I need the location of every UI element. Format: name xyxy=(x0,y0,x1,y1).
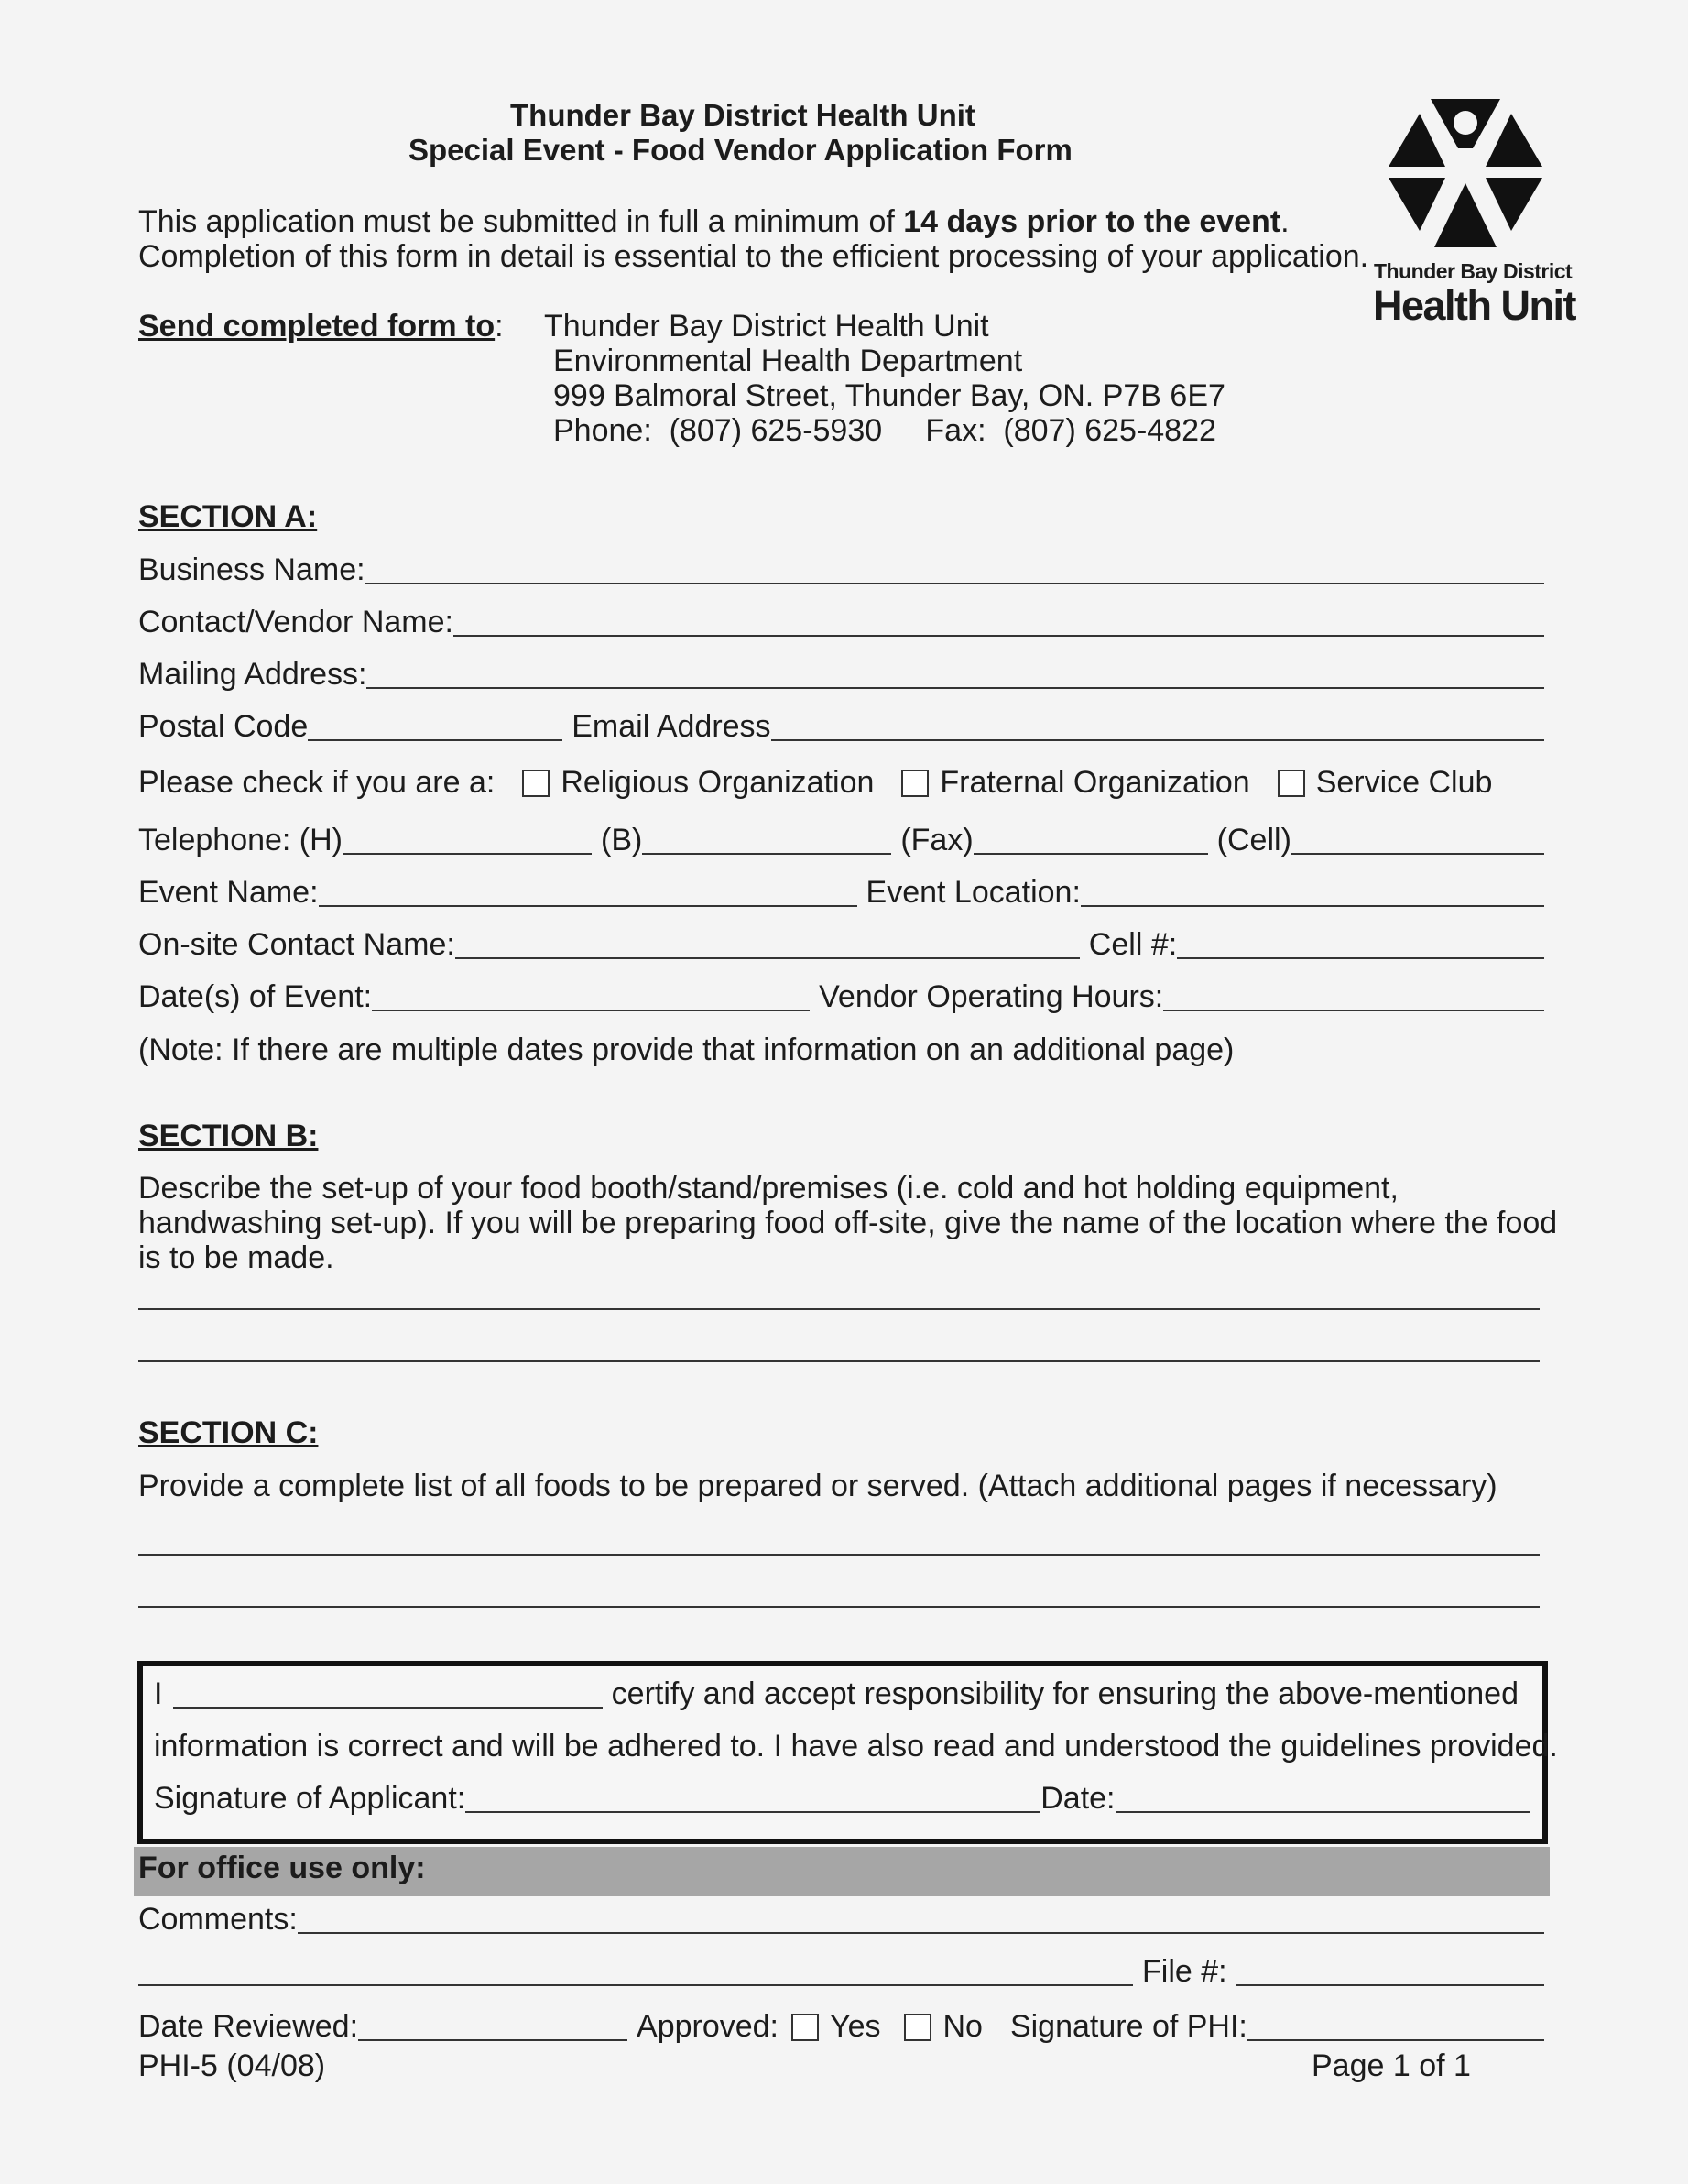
postal-email-row xyxy=(138,708,1544,745)
operating-hours-label: Vendor Operating Hours: xyxy=(819,979,1164,1014)
comments-file-row xyxy=(138,1953,1544,1990)
check-prompt: Please check if you are a: xyxy=(138,765,496,800)
event-dates-row xyxy=(138,978,1544,1015)
business-name-label: Business Name: xyxy=(138,552,365,587)
organization-type-row xyxy=(138,764,1544,801)
comments-row xyxy=(138,1901,1544,1938)
section-b-text: Describe the set-up of your food booth/stand/premises (i.e. cold and hot holding equipment, xyxy=(138,1171,1399,1206)
page-number: Page 1 of 1 xyxy=(1312,2048,1471,2083)
telephone-row xyxy=(138,822,1544,858)
comments-label: Comments: xyxy=(138,1902,298,1937)
applicant-name-field[interactable] xyxy=(173,1677,602,1709)
religious-org-checkbox[interactable] xyxy=(522,770,550,797)
onsite-contact-field[interactable] xyxy=(455,928,1080,959)
telephone-business-label: (B) xyxy=(601,823,643,857)
section-c-answer-line[interactable] xyxy=(138,1554,1540,1556)
applicant-signature-row xyxy=(154,1780,1530,1817)
fax-label: (Fax) xyxy=(900,823,974,857)
certify-text: certify and accept responsibility for ensuring the above-mentioned xyxy=(611,1676,1519,1711)
cell-number-label: Cell #: xyxy=(1088,927,1178,962)
onsite-contact-row xyxy=(138,926,1544,963)
comments-field[interactable] xyxy=(298,1903,1544,1934)
certification-line-2: information is correct and will be adhered to. I have also read and understood the guidelines provided. xyxy=(154,1729,1558,1764)
section-c-text: Provide a complete list of all foods to be prepared or served. (Attach additional pages if necessary) xyxy=(138,1469,1497,1503)
section-c-heading: SECTION C: xyxy=(138,1415,319,1450)
form-subtitle: Special Event - Food Vendor Application Form xyxy=(408,133,1073,167)
religious-org-label: Religious Organization xyxy=(561,765,875,800)
applicant-signature-label: Signature of Applicant: xyxy=(154,1781,466,1816)
office-use-heading: For office use only: xyxy=(138,1851,426,1885)
mailing-address-row xyxy=(138,656,1544,693)
fraternal-org-label: Fraternal Organization xyxy=(940,765,1250,800)
business-name-row xyxy=(138,551,1544,588)
send-to-label: Send completed form to: xyxy=(138,309,504,344)
phi-signature-label: Signature of PHI: xyxy=(1009,2009,1247,2044)
event-location-label: Event Location: xyxy=(866,875,1081,910)
section-a-heading: SECTION A: xyxy=(138,499,318,534)
section-b-text: handwashing set-up). If you will be preparing food off-site, give the name of the location where the food xyxy=(138,1206,1558,1240)
contact-vendor-name-label: Contact/Vendor Name: xyxy=(138,605,453,639)
address-line: 999 Balmoral Street, Thunder Bay, ON. P7B 6E7 xyxy=(553,378,1225,413)
phi-signature-field[interactable] xyxy=(1247,2010,1544,2041)
dates-of-event-label: Date(s) of Event: xyxy=(138,979,373,1014)
approved-yes-label: Yes xyxy=(830,2009,881,2044)
event-name-label: Event Name: xyxy=(138,875,319,910)
telephone-business-field[interactable] xyxy=(642,824,891,855)
form-title: Thunder Bay District Health Unit xyxy=(510,98,975,132)
service-club-checkbox[interactable] xyxy=(1278,770,1305,797)
telephone-home-label: Telephone: (H) xyxy=(138,823,343,857)
applicant-signature-field[interactable] xyxy=(465,1782,1040,1813)
section-b-heading: SECTION B: xyxy=(138,1119,319,1153)
section-b-answer-line[interactable] xyxy=(138,1308,1540,1310)
contact-vendor-row xyxy=(138,604,1544,640)
address-line: Environmental Health Department xyxy=(553,344,1023,378)
event-name-field[interactable] xyxy=(319,876,857,907)
multiple-dates-note: (Note: If there are multiple dates provide that information on an additional page) xyxy=(138,1032,1235,1067)
approved-label: Approved: xyxy=(637,2009,779,2044)
intro-line-2: Completion of this form in detail is essential to the efficient processing of your application. xyxy=(138,239,1369,274)
date-reviewed-label: Date Reviewed: xyxy=(138,2009,359,2044)
file-number-label: File #: xyxy=(1142,1954,1227,1989)
certify-i: I xyxy=(154,1676,163,1711)
cell-field[interactable] xyxy=(1291,824,1544,855)
fax-field[interactable] xyxy=(974,824,1208,855)
section-b-text: is to be made. xyxy=(138,1240,334,1275)
telephone-home-field[interactable] xyxy=(343,824,592,855)
applicant-date-label: Date: xyxy=(1040,1781,1116,1816)
form-code: PHI-5 (04/08) xyxy=(138,2048,326,2083)
deadline-emphasis: 14 days prior to the event xyxy=(903,204,1281,239)
event-row xyxy=(138,874,1544,911)
cell-label: (Cell) xyxy=(1216,823,1291,857)
business-name-field[interactable] xyxy=(365,553,1544,584)
approved-no-checkbox[interactable] xyxy=(904,2014,931,2041)
approved-yes-checkbox[interactable] xyxy=(791,2014,819,2041)
cell-number-field[interactable] xyxy=(1177,928,1544,959)
email-address-label: Email Address xyxy=(572,709,771,744)
logo-text-line-2: Health Unit xyxy=(1373,282,1576,329)
mailing-address-field[interactable] xyxy=(366,658,1544,689)
email-address-field[interactable] xyxy=(771,710,1544,741)
fraternal-org-checkbox[interactable] xyxy=(901,770,929,797)
service-club-label: Service Club xyxy=(1315,765,1493,800)
mailing-address-label: Mailing Address: xyxy=(138,657,367,692)
approved-no-label: No xyxy=(942,2009,983,2044)
logo-text-line-1: Thunder Bay District xyxy=(1374,259,1573,283)
comments-continuation-field[interactable] xyxy=(138,1955,1133,1986)
certification-line-1 xyxy=(154,1676,1519,1712)
address-line: Phone: (807) 625-5930 Fax: (807) 625-4822 xyxy=(553,413,1216,448)
applicant-date-field[interactable] xyxy=(1116,1782,1530,1813)
date-reviewed-field[interactable] xyxy=(358,2010,627,2041)
postal-code-label: Postal Code xyxy=(138,709,309,744)
health-unit-logo-icon xyxy=(1385,95,1546,251)
onsite-contact-label: On-site Contact Name: xyxy=(138,927,455,962)
event-location-field[interactable] xyxy=(1081,876,1544,907)
address-line: Thunder Bay District Health Unit xyxy=(544,309,989,344)
intro-line-1: This application must be submitted in full a minimum of 14 days prior to the event. xyxy=(138,204,1290,239)
postal-code-field[interactable] xyxy=(308,710,562,741)
dates-of-event-field[interactable] xyxy=(372,980,810,1011)
operating-hours-field[interactable] xyxy=(1163,980,1544,1011)
section-b-answer-line[interactable] xyxy=(138,1360,1540,1362)
section-c-answer-line[interactable] xyxy=(138,1606,1540,1608)
file-number-field[interactable] xyxy=(1236,1955,1544,1986)
contact-vendor-name-field[interactable] xyxy=(453,606,1544,637)
review-row xyxy=(138,2008,1544,2045)
